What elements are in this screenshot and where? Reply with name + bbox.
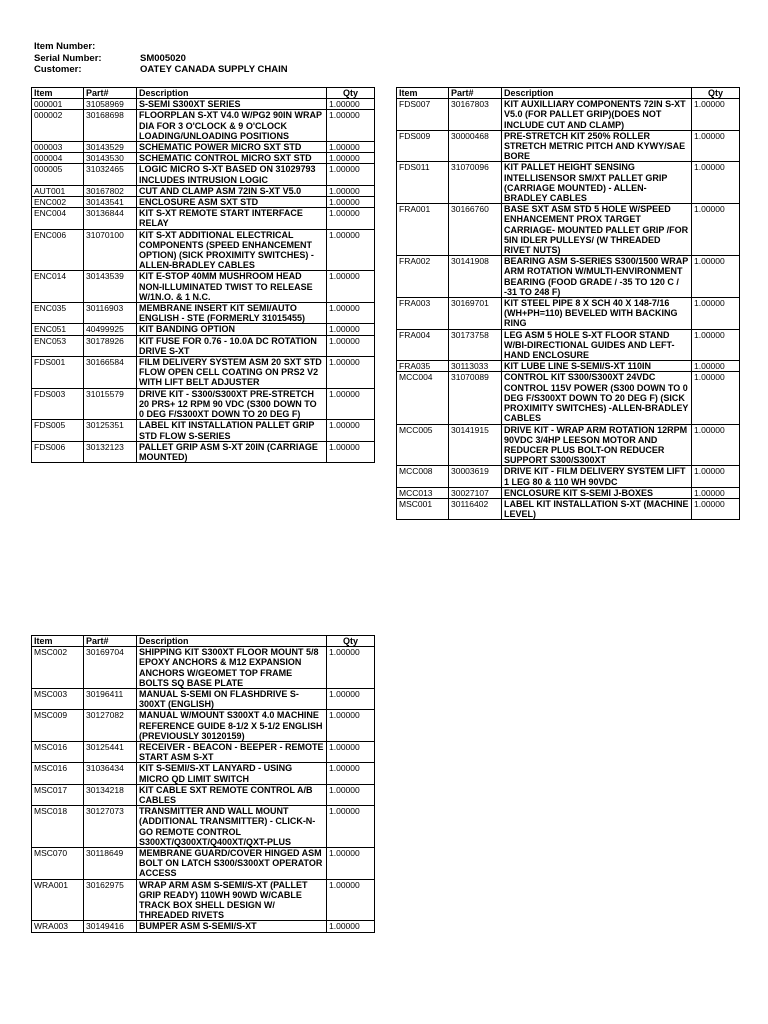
part-number-cell: 30162975	[84, 879, 137, 921]
description-cell: KIT FUSE FOR 0.76 - 10.0A DC ROTATION DRIVE S-XT	[137, 335, 327, 356]
description-cell: KIT E-STOP 40MM MUSHROOM HEAD NON-ILLUMINATED TWIST TO RELEASE W/1N.O. & 1 N.C.	[137, 271, 327, 303]
part-number-cell: 30132123	[84, 441, 137, 462]
qty-cell: 1.00000	[327, 742, 375, 763]
item-cell: ENC053	[32, 335, 84, 356]
item-cell: AUT001	[32, 185, 84, 196]
qty-cell: 1.00000	[327, 208, 375, 229]
table-row	[397, 424, 740, 466]
item-column-header: Item	[32, 636, 84, 647]
item-cell: MSC018	[32, 806, 84, 848]
description-cell: FLOORPLAN S-XT V4.0 W/PG2 90IN WRAP DIA FOR 3 O'CLOCK & 9 O'CLOCK LOADING/UNLOADING POSITIONS	[137, 110, 327, 142]
description-cell: FILM DELIVERY SYSTEM ASM 20 SXT STD FLOW OPEN CELL COATING ON PRS2 V2 WITH LIFT BELT ADJUSTER	[137, 357, 327, 389]
item-cell: 000004	[32, 153, 84, 164]
table-row	[32, 335, 375, 356]
part-number-cell: 31032465	[84, 164, 137, 185]
description-cell: CUT AND CLAMP ASM 72IN S-XT V5.0	[137, 185, 327, 196]
customer-label: Customer:	[34, 64, 82, 75]
table-row	[32, 142, 375, 153]
description-cell: KIT PALLET HEIGHT SENSING INTELLISENSOR SM/XT PALLET GRIP (CARRIAGE MOUNTED) - ALLEN-BRADLEY CABLES	[502, 162, 692, 204]
description-cell: DRIVE KIT - FILM DELIVERY SYSTEM LIFT 1 LEG 80 & 110 WH 90VDC	[502, 466, 692, 487]
table-row	[32, 229, 375, 271]
table-row	[32, 921, 375, 932]
part-number-cell: 30166760	[449, 204, 502, 256]
part-number-cell: 30169704	[84, 647, 137, 689]
qty-cell: 1.00000	[327, 197, 375, 208]
item-cell: ENC002	[32, 197, 84, 208]
item-cell: WRA003	[32, 921, 84, 932]
description-cell: MANUAL S-SEMI ON FLASHDRIVE S-300XT (ENGLISH)	[137, 689, 327, 710]
table-row	[32, 420, 375, 441]
item-cell: ENC004	[32, 208, 84, 229]
qty-cell: 1.00000	[327, 185, 375, 196]
part-number-cell: 30196411	[84, 689, 137, 710]
part-number-cell: 30116402	[449, 498, 502, 519]
description-cell: RECEIVER - BEACON - BEEPER - REMOTE START ASM S-XT	[137, 742, 327, 763]
qty-cell: 1.00000	[692, 130, 740, 162]
table-row	[32, 848, 375, 880]
part-number-cell: 30000468	[449, 130, 502, 162]
qty-column-header: Qty	[692, 88, 740, 99]
table-header-row	[32, 636, 375, 647]
description-cell: MANUAL W/MOUNT S300XT 4.0 MACHINE REFERENCE GUIDE 8-1/2 X 5-1/2 ENGLISH (PREVIOUSLY 30120159)	[137, 710, 327, 742]
item-cell: 000005	[32, 164, 84, 185]
description-cell: LABEL KIT INSTALLATION PALLET GRIP STD FLOW S-SERIES	[137, 420, 327, 441]
description-cell: BASE SXT ASM STD 5 HOLE W/SPEED ENHANCEMENT PROX TARGET CARRIAGE- MOUNTED PALLET GRIP /FOR 5IN IDLER PULLEYS/ (W THREADED RIVET NUTS)	[502, 204, 692, 256]
part-number-cell: 30143541	[84, 197, 137, 208]
item-number-label: Item Number:	[34, 41, 96, 52]
table-row	[397, 498, 740, 519]
table-row	[32, 710, 375, 742]
description-cell: PALLET GRIP ASM S-XT 20IN (CARRIAGE MOUNTED)	[137, 441, 327, 462]
item-cell: MSC003	[32, 689, 84, 710]
table-row	[32, 441, 375, 462]
table-header-row	[32, 88, 375, 99]
item-cell: 000003	[32, 142, 84, 153]
item-cell: FRA003	[397, 298, 449, 330]
serial-number-label: Serial Number:	[34, 52, 102, 64]
item-cell: ENC051	[32, 324, 84, 335]
description-cell: PRE-STRETCH KIT 250% ROLLER STRETCH METRIC PITCH AND KYWY/SAE BORE	[502, 130, 692, 162]
part-number-cell: 30127073	[84, 806, 137, 848]
description-cell: BUMPER ASM S-SEMI/S-XT	[137, 921, 327, 932]
item-cell: FRA001	[397, 204, 449, 256]
item-cell: FDS001	[32, 357, 84, 389]
table-row	[397, 361, 740, 372]
qty-cell: 1.00000	[327, 357, 375, 389]
part-number-cell: 30167803	[449, 99, 502, 131]
item-cell: FRA004	[397, 329, 449, 361]
qty-cell: 1.00000	[692, 487, 740, 498]
part-number-cell: 30116903	[84, 303, 137, 324]
part-number-cell: 30003619	[449, 466, 502, 487]
qty-cell: 1.00000	[327, 689, 375, 710]
qty-cell: 1.00000	[692, 361, 740, 372]
description-cell: KIT BANDING OPTION	[137, 324, 327, 335]
part-number-cell: 30167802	[84, 185, 137, 196]
part-number-cell: 31070096	[449, 162, 502, 204]
qty-cell: 1.00000	[327, 271, 375, 303]
description-cell: LEG ASM 5 HOLE S-XT FLOOR STAND W/BI-DIRECTIONAL GUIDES AND LEFT-HAND ENCLOSURE	[502, 329, 692, 361]
part-number-cell: 30168698	[84, 110, 137, 142]
item-cell: ENC006	[32, 229, 84, 271]
part-column-header: Part#	[449, 88, 502, 99]
description-cell: S-SEMI S300XT SERIES	[137, 99, 327, 110]
item-cell: WRA001	[32, 879, 84, 921]
serial-number-value: SM005020	[140, 52, 186, 64]
part-number-cell: 30143539	[84, 271, 137, 303]
item-cell: MSC017	[32, 784, 84, 805]
item-cell: FDS007	[397, 99, 449, 131]
table-row	[32, 153, 375, 164]
table-row	[397, 329, 740, 361]
qty-column-header: Qty	[327, 88, 375, 99]
table-row	[32, 784, 375, 805]
qty-cell: 1.00000	[327, 388, 375, 420]
table-row	[32, 763, 375, 784]
table-row	[32, 388, 375, 420]
description-cell: MEMBRANE INSERT KIT SEMI/AUTO ENGLISH - STE (FORMERLY 31015455)	[137, 303, 327, 324]
item-column-header: Item	[32, 88, 84, 99]
part-number-cell: 30166584	[84, 357, 137, 389]
description-cell: KIT S-XT REMOTE START INTERFACE RELAY	[137, 208, 327, 229]
part-number-cell: 30125351	[84, 420, 137, 441]
item-cell: MCC008	[397, 466, 449, 487]
part-number-cell: 30178926	[84, 335, 137, 356]
description-cell: KIT S-XT ADDITIONAL ELECTRICAL COMPONENTS (SPEED ENHANCEMENT OPTION) (SICK PROXIMITY SWITCHES) - ALLEN-BRADLEY CABLES	[137, 229, 327, 271]
table-row	[397, 466, 740, 487]
item-cell: MSC016	[32, 763, 84, 784]
table-row	[397, 487, 740, 498]
description-cell: WRAP ARM ASM S-SEMI/S-XT (PALLET GRIP READY) 110WH 90WD W/CABLE TRACK BOX SHELL DESIGN W/ THREADED RIVETS	[137, 879, 327, 921]
item-cell: MCC004	[397, 372, 449, 424]
table-header-row	[397, 88, 740, 99]
item-cell: MSC001	[397, 498, 449, 519]
part-number-cell: 30173758	[449, 329, 502, 361]
parts-table-2	[396, 87, 740, 520]
description-cell: LABEL KIT INSTALLATION S-XT (MACHINE LEVEL)	[502, 498, 692, 519]
description-cell: KIT AUXILLIARY COMPONENTS 72IN S-XT V5.0 (FOR PALLET GRIP)(DOES NOT INCLUDE CUT AND CLAMP)	[502, 99, 692, 131]
qty-cell: 1.00000	[692, 372, 740, 424]
item-cell: ENC035	[32, 303, 84, 324]
table-row	[32, 806, 375, 848]
qty-cell: 1.00000	[327, 164, 375, 185]
qty-cell: 1.00000	[327, 763, 375, 784]
customer-value: OATEY CANADA SUPPLY CHAIN	[140, 64, 288, 75]
qty-cell: 1.00000	[327, 153, 375, 164]
item-column-header: Item	[397, 88, 449, 99]
qty-cell: 1.00000	[692, 256, 740, 298]
part-column-header: Part#	[84, 636, 137, 647]
item-cell: MCC005	[397, 424, 449, 466]
parts-table-3	[31, 635, 375, 933]
table-row	[397, 298, 740, 330]
table-row	[397, 99, 740, 131]
part-number-cell: 30149416	[84, 921, 137, 932]
item-cell: ENC014	[32, 271, 84, 303]
part-number-cell: 30127082	[84, 710, 137, 742]
description-cell: KIT STEEL PIPE 8 X SCH 40 X 148-7/16 (WH+PH=110) BEVELED WITH BACKING RING	[502, 298, 692, 330]
part-number-cell: 30118649	[84, 848, 137, 880]
qty-cell: 1.00000	[692, 298, 740, 330]
part-number-cell: 30143530	[84, 153, 137, 164]
table-row	[397, 256, 740, 298]
table-row	[32, 303, 375, 324]
qty-cell: 1.00000	[692, 329, 740, 361]
description-cell: KIT CABLE SXT REMOTE CONTROL A/B CABLES	[137, 784, 327, 805]
customer-row	[34, 64, 288, 76]
description-cell: SCHEMATIC POWER MICRO SXT STD	[137, 142, 327, 153]
description-cell: ENCLOSURE KIT S-SEMI J-BOXES	[502, 487, 692, 498]
part-number-cell: 30136844	[84, 208, 137, 229]
description-cell: SHIPPING KIT S300XT FLOOR MOUNT 5/8 EPOXY ANCHORS & M12 EXPANSION ANCHORS W/GEOMET TOP FRAME BOLTS SQ BASE PLATE	[137, 647, 327, 689]
part-number-cell: 30143529	[84, 142, 137, 153]
qty-cell: 1.00000	[327, 921, 375, 932]
description-cell: TRANSMITTER AND WALL MOUNT (ADDITIONAL TRANSMITTER) - CLICK-N-GO REMOTE CONTROL S300XT/Q300XT/Q400XT/QXT-PLUS	[137, 806, 327, 848]
part-number-cell: 30027107	[449, 487, 502, 498]
part-number-cell: 30169701	[449, 298, 502, 330]
qty-cell: 1.00000	[692, 99, 740, 131]
description-cell: LOGIC MICRO S-XT BASED ON 31029793 INCLUDES INTRUSION LOGIC	[137, 164, 327, 185]
description-cell: MEMBRANE GUARD/COVER HINGED ASM BOLT ON LATCH S300/S300XT OPERATOR ACCESS	[137, 848, 327, 880]
description-cell: ENCLOSURE ASM SXT STD	[137, 197, 327, 208]
qty-column-header: Qty	[327, 636, 375, 647]
qty-cell: 1.00000	[327, 99, 375, 110]
qty-cell: 1.00000	[327, 441, 375, 462]
part-number-cell: 40499925	[84, 324, 137, 335]
qty-cell: 1.00000	[327, 806, 375, 848]
item-cell: FDS009	[397, 130, 449, 162]
qty-cell: 1.00000	[327, 647, 375, 689]
description-cell: CONTROL KIT S300/S300XT 24VDC CONTROL 115V POWER (S300 DOWN TO 0 DEG F/S300XT DOWN TO 20 DEG F) (SICK PROXIMITY SWITCHES) -ALLEN-BRADLEY CABLES	[502, 372, 692, 424]
item-cell: MSC002	[32, 647, 84, 689]
part-number-cell: 31058969	[84, 99, 137, 110]
item-cell: 000002	[32, 110, 84, 142]
table-row	[32, 110, 375, 142]
table-row	[32, 271, 375, 303]
qty-cell: 1.00000	[327, 335, 375, 356]
qty-cell: 1.00000	[692, 424, 740, 466]
item-cell: MSC016	[32, 742, 84, 763]
table-row	[32, 324, 375, 335]
table-row	[32, 647, 375, 689]
qty-cell: 1.00000	[327, 303, 375, 324]
part-number-cell: 31070089	[449, 372, 502, 424]
part-number-cell: 30141915	[449, 424, 502, 466]
part-column-header: Part#	[84, 88, 137, 99]
table-row	[32, 164, 375, 185]
qty-cell: 1.00000	[327, 879, 375, 921]
item-cell: FDS003	[32, 388, 84, 420]
item-cell: MSC070	[32, 848, 84, 880]
description-column-header: Description	[137, 636, 327, 647]
table-row	[397, 372, 740, 424]
serial-number-row	[34, 53, 288, 65]
qty-cell: 1.00000	[327, 110, 375, 142]
part-number-cell: 31015579	[84, 388, 137, 420]
qty-cell: 1.00000	[327, 784, 375, 805]
table-row	[32, 879, 375, 921]
part-number-cell: 31070100	[84, 229, 137, 271]
description-column-header: Description	[502, 88, 692, 99]
part-number-cell: 31036434	[84, 763, 137, 784]
qty-cell: 1.00000	[692, 204, 740, 256]
description-column-header: Description	[137, 88, 327, 99]
item-number-row	[34, 41, 288, 53]
qty-cell: 1.00000	[327, 142, 375, 153]
qty-cell: 1.00000	[327, 420, 375, 441]
item-cell: MSC009	[32, 710, 84, 742]
description-cell: KIT S-SEMI/S-XT LANYARD - USING MICRO QD LIMIT SWITCH	[137, 763, 327, 784]
table-row	[397, 204, 740, 256]
qty-cell: 1.00000	[327, 848, 375, 880]
document-header	[34, 41, 288, 76]
qty-cell: 1.00000	[692, 162, 740, 204]
table-row	[32, 357, 375, 389]
qty-cell: 1.00000	[327, 324, 375, 335]
part-number-cell: 30125441	[84, 742, 137, 763]
description-cell: DRIVE KIT - S300/S300XT PRE-STRETCH 20 PRS+ 12 RPM 90 VDC (S300 DOWN TO 0 DEG F/S300XT DOWN TO 20 DEG F)	[137, 388, 327, 420]
table-row	[32, 185, 375, 196]
qty-cell: 1.00000	[692, 498, 740, 519]
qty-cell: 1.00000	[327, 710, 375, 742]
table-row	[397, 162, 740, 204]
table-row	[32, 208, 375, 229]
table-row	[32, 99, 375, 110]
table-row	[32, 197, 375, 208]
table-row	[397, 130, 740, 162]
qty-cell: 1.00000	[327, 229, 375, 271]
item-cell: 000001	[32, 99, 84, 110]
item-cell: FDS011	[397, 162, 449, 204]
table-row	[32, 742, 375, 763]
part-number-cell: 30134218	[84, 784, 137, 805]
item-cell: FRA035	[397, 361, 449, 372]
description-cell: DRIVE KIT - WRAP ARM ROTATION 12RPM 90VDC 3/4HP LEESON MOTOR AND REDUCER PLUS BOLT-ON REDUCER SUPPORT S300/S300XT	[502, 424, 692, 466]
part-number-cell: 30113033	[449, 361, 502, 372]
item-cell: MCC013	[397, 487, 449, 498]
item-cell: FDS005	[32, 420, 84, 441]
table-row	[32, 689, 375, 710]
qty-cell: 1.00000	[692, 466, 740, 487]
description-cell: KIT LUBE LINE S-SEMI/S-XT 110IN	[502, 361, 692, 372]
description-cell: BEARING ASM S-SERIES S300/1500 WRAP ARM ROTATION W/MULTI-ENVIRONMENT BEARING (FOOD GRADE / -35 TO 120 C / -31 TO 248 F)	[502, 256, 692, 298]
item-cell: FDS006	[32, 441, 84, 462]
description-cell: SCHEMATIC CONTROL MICRO SXT STD	[137, 153, 327, 164]
item-cell: FRA002	[397, 256, 449, 298]
parts-table-1	[31, 87, 375, 463]
part-number-cell: 30141908	[449, 256, 502, 298]
